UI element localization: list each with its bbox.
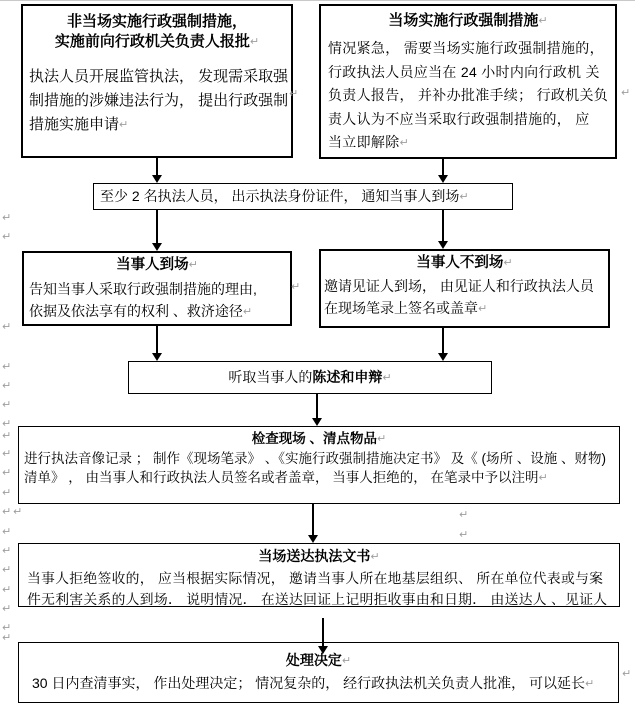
down-arrow-icon [317,618,329,654]
paragraph-mark-icon: ↵ [382,372,392,384]
paragraph-mark-icon: ↵ [2,321,12,333]
paragraph-mark-icon: ↵ [341,655,352,667]
paragraph-mark-icon: ↵ [621,87,631,99]
down-arrow-icon [151,210,163,251]
paragraph-mark-icon: ↵ [503,257,513,269]
box-body: 进行执法音像记录 ； 制作《现场笔录》 、《实施行政强制措施决定书》 及《 (场所 、设施 、财物) 清单》 ， 由当事人和行政执法人员签名或者盖章， 当事人拒绝的， 在笔录中予以注明↵ [24,451,606,485]
paragraph-mark-icon: ↵ [2,526,12,538]
paragraph-mark-icon: ↵ [2,545,12,557]
paragraph-mark-icon: ↵ [370,551,380,563]
paragraph-mark-icon: ↵ [289,88,299,100]
down-arrow-icon [437,159,449,183]
box-body: 当事人拒绝签收的， 应当根据实际情况， 邀请当事人所在地基层组织、 所在单位代表或与案 件无利害关系的人到场． 说明情况． 在送达回证上记明拒收事由和日期． 由送达人 、见证人 [27,571,608,607]
paragraph-mark-icon: ↵ [2,448,12,460]
flow-box-on-site [319,4,617,159]
flow-box-deliver-documents [18,543,620,607]
box-title: 处理决定↵ [285,652,352,668]
paragraph-mark-icon: ↵ [2,506,12,518]
down-arrow-icon [311,394,323,426]
paragraph-mark-icon: ↵ [2,212,12,224]
paragraph-mark-icon: ↵ [291,281,301,293]
paragraph-mark-icon: ↵ [585,678,595,690]
down-arrow-icon [151,158,163,183]
paragraph-mark-icon: ↵ [538,471,548,484]
flow-box-inspect-scene [18,426,620,504]
box-title: 当场送达执法文书↵ [258,548,380,564]
paragraph-mark-icon: ↵ [2,487,12,499]
box-body: 邀请见证人到场， 由见证人和行政执法人员 在现场笔录上签名或盖章↵ [324,278,594,316]
paragraph-mark-icon: ↵ [459,509,469,521]
paragraph-mark-icon: ↵ [2,632,12,644]
box-body: 情况紧急， 需要当场实施行政强制措施的， 行政执法人员应当在 24 小时内向行政机 关 负责人报告， 并补办批准手续； 行政机关负 责人认为不应当采取行政强制措施的， 应 当立即解除↵ [328,40,609,150]
paragraph-mark-icon: ↵ [188,259,198,271]
down-arrow-icon [437,328,449,361]
box-body: 告知当事人采取行政强制措施的理由, 依据及依法享有的权利 、救济途径↵ [29,281,257,319]
paragraph-mark-icon: ↵ [119,119,129,131]
down-arrow-icon [307,504,319,543]
box-title: 当事人到场↵ [116,257,198,273]
paragraph-mark-icon: ↵ [399,137,410,149]
paragraph-mark-icon: ↵ [2,418,12,430]
paragraph-mark-icon: ↵ [2,430,12,442]
box-title: 非当场实施行政强制措施， 实施前向行政机关负责人报批↵ [54,13,260,50]
box-body: 执法人员开展监管执法， 发现需采取强 制措施的涉嫌违法行为， 提出行政强制 措施实施申请↵ [29,68,289,133]
box-title: 当场实施行政强制措施↵ [388,12,548,29]
paragraph-mark-icon: ↵ [459,191,469,203]
paragraph-mark-icon: ↵ [2,361,12,373]
paragraph-mark-icon: ↵ [538,15,548,27]
paragraph-mark-icon: ↵ [622,668,632,680]
paragraph-mark-icon: ↵ [2,622,12,634]
paragraph-mark-icon: ↵ [377,433,387,445]
paragraph-mark-icon: ↵ [242,306,253,318]
paragraph-mark-icon: ↵ [459,529,469,541]
box-title: 检查现场 、清点物品↵ [251,431,387,446]
flow-box-notify-party: 至少 2 名执法人员， 出示执法身份证件， 通知当事人到场↵ [93,183,513,210]
flow-box-listen-statement: 听取当事人的陈述和申辩↵ [128,361,492,394]
paragraph-mark-icon: ↵ [2,584,12,596]
flow-box-party-absent [319,249,610,328]
paragraph-mark-icon: ↵ [478,303,488,315]
paragraph-mark-icon: ↵ [2,467,12,479]
down-arrow-icon [151,326,163,361]
down-arrow-icon [437,210,449,249]
paragraph-mark-icon: ↵ [2,564,12,576]
flow-box-party-present [22,251,292,326]
flow-box-pre-approval [21,4,293,158]
paragraph-mark-icon: ↵ [249,36,260,48]
paragraph-mark-icon: ↵ [2,231,12,243]
paragraph-mark-icon: ↵ [2,603,12,615]
paragraph-mark-icon: ↵ [13,506,23,518]
box-body: 30 日内查清事实， 作出处理决定； 情况复杂的， 经行政执法机关负责人批准， 可以延长↵ [32,675,595,691]
paragraph-mark-icon: ↵ [2,399,12,411]
box-title: 当事人不到场↵ [416,255,513,271]
paragraph-mark-icon: ↵ [2,380,12,392]
